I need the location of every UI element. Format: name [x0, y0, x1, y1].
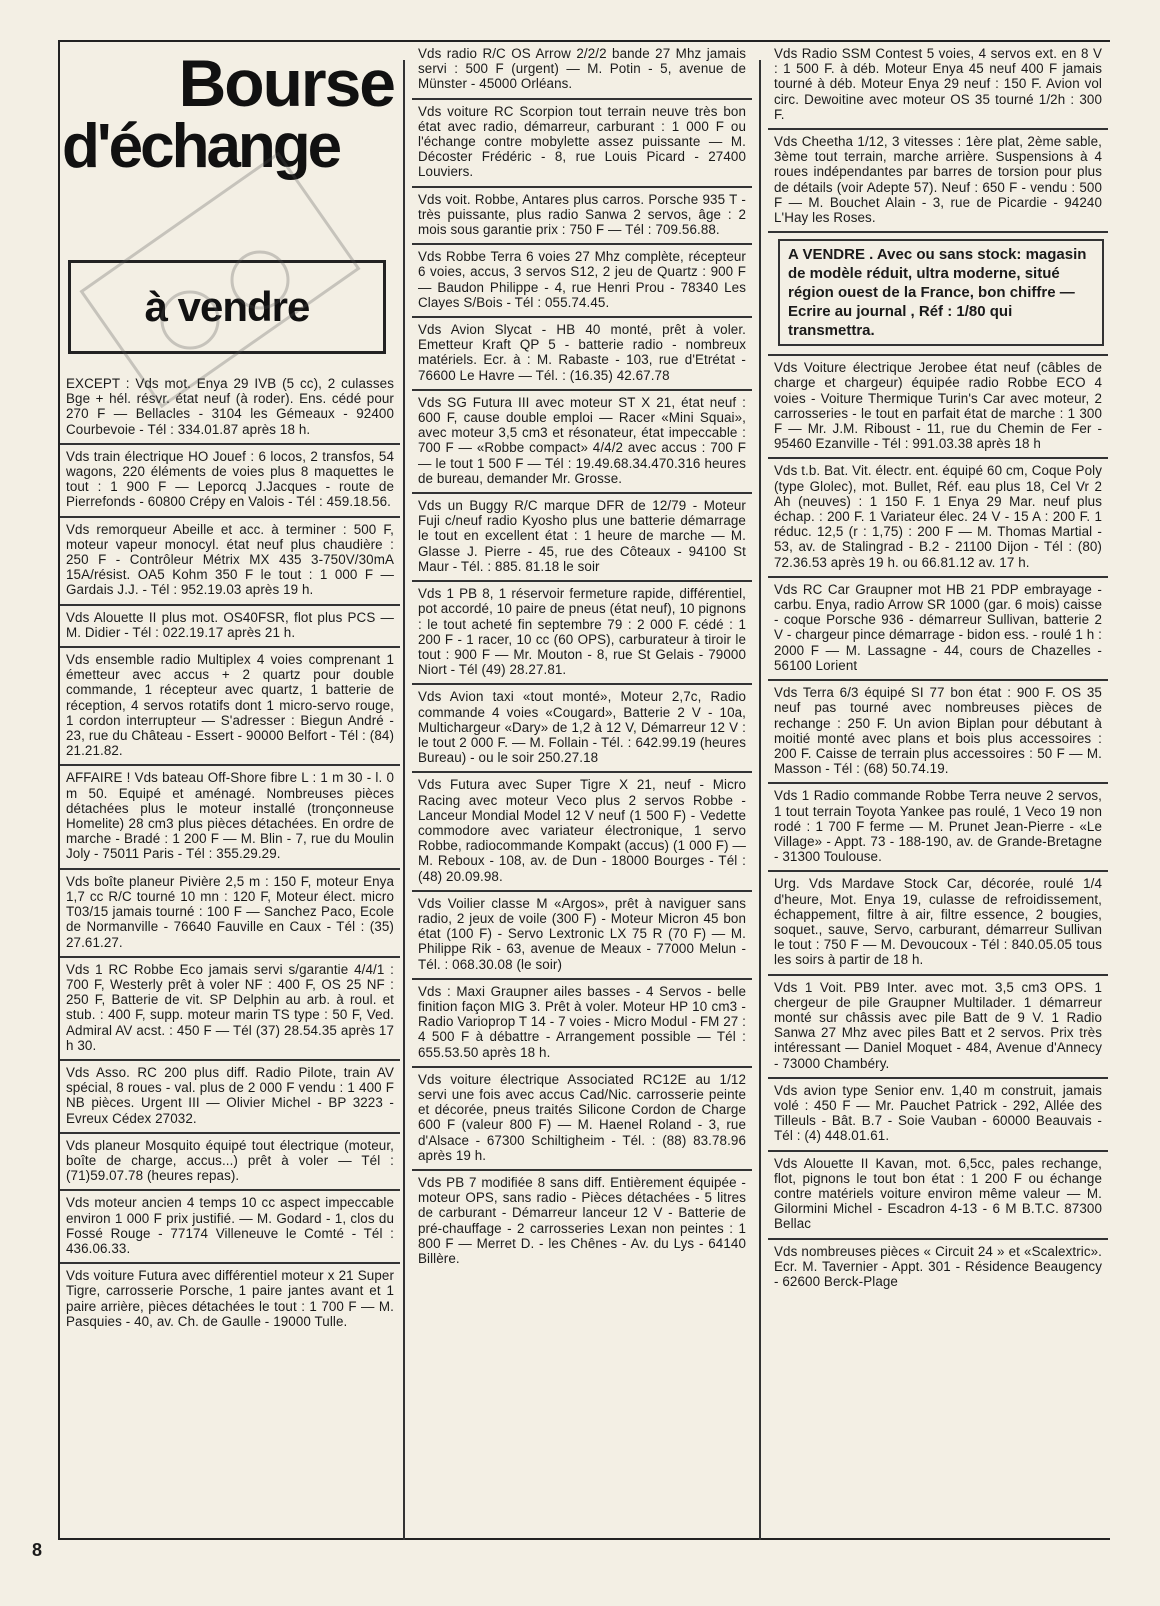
- ads-column-1: [60, 372, 400, 1335]
- masthead: [60, 42, 400, 372]
- classified-ad: Vds Alouette II Kavan, mot. 6,5cc, pales rechange, flot, pignons le tout bon état : 1 200 F ou échange contre matériels voiture environ même valeur — M. Gilormini Michel - Escadron 4-13 - 6 M B.T.C. 87300 Bellac: [768, 1152, 1108, 1240]
- page-title: Bourse: [178, 46, 394, 120]
- classified-ad: Vds 1 Voit. PB9 Inter. avec mot. 3,5 cm3 OPS. 1 chergeur de pile Graupner Multilader. 1 démarreur monté sur châssis avec pile Batt de 9 V. 1 Radio Sanwa 27 Mhz avec piles Batt et 2 servos. Prix très intéressant — Daniel Moquet - 484, Avenue d'Annecy - 73000 Chambéry.: [768, 976, 1108, 1079]
- classified-ad: Vds Futura avec Super Tigre X 21, neuf - Micro Racing avec moteur Veco plus 2 servos Robbe - Lanceur Mondial Model 12 V neuf (1 500 F) - Vedette commodore avec variateur électronique, 1 servo Robbe, radiocommande Kompakt (accus) (1 000 F) — M. Reboux - 108, av. de Dun - 18000 Bourges - Tél : (48) 20.09.98.: [412, 773, 752, 891]
- classified-ad: Vds moteur ancien 4 temps 10 cc aspect impeccable environ 1 000 F prix justifié. — M. Godard - 1, clos du Fossé Rouge - 77174 Villeneuve le Comté - Tél : 436.06.33.: [60, 1191, 400, 1264]
- classified-ad: Vds voit. Robbe, Antares plus carros. Porsche 935 T - très puissante, plus radio Sanwa 2 servos, âge : 2 mois sous garantie prix : 750 F — Tél : 709.56.88.: [412, 188, 752, 246]
- classified-ad: Urg. Vds Mardave Stock Car, décorée, roulé 1/4 d'heure, Mot. Enya 19, culasse de refroidissement, échappement, filtre à air, filtre essence, 2 bougies, soquet., sauve, Servo, carburant, démarreur Sullivan le tout : 750 F — M. Devoucoux - Tél : 840.05.05 tous les soirs à partir de 18 h.: [768, 872, 1108, 975]
- classified-ad: Vds Alouette II plus mot. OS40FSR, flot plus PCS — M. Didier - Tél : 022.19.17 après 21 h.: [60, 606, 400, 648]
- classified-ad: Vds voiture RC Scorpion tout terrain neuve très bon état avec radio, démarreur, carburant : 1 000 F ou l'échange contre mobylette assez puissante — M. Décoster Frédéric - 8, rue Louis Picard - 27400 Louviers.: [412, 100, 752, 188]
- column-divider: [403, 60, 405, 1540]
- column-1: [60, 42, 400, 1335]
- classified-ad: Vds RC Car Graupner mot HB 21 PDP embrayage - carbu. Enya, radio Arrow SR 1000 (gar. 6 mois) caisse - coque Porsche 936 - démarreur Sullivan, batterie 2 V - chargeur pince démarrage - bidon ess. - roulé 1 h : 2000 F — M. Lassagne - 44, cours de Chazelles - 56100 Lorient: [768, 578, 1108, 681]
- column-2: [412, 42, 752, 1272]
- classified-ad: Vds radio R/C OS Arrow 2/2/2 bande 27 Mhz jamais servi : 500 F (urgent) — M. Potin - 5, avenue de Münster - 45000 Orléans.: [412, 42, 752, 100]
- classified-ad: Vds boîte planeur Pivière 2,5 m : 150 F, moteur Enya 1,7 cc R/C tourné 10 mn : 120 F, Moteur élect. micro T03/15 jamais tourné : 100 F — Sanchez Paco, Ecole de Normanville - 76640 Fauville en Caux - Tél : (35) 27.61.27.: [60, 870, 400, 958]
- classified-ad: Vds SG Futura III avec moteur ST X 21, état neuf : 600 F, cause double emploi — Racer «Mini Squai», avec moteur 3,5 cm3 et résonateur, état impeccable : 700 F — «Robbe compact» 4/4/2 avec accus : 700 F — le tout 1 500 F — Tél : 19.49.68.34.470.316 heures de bureau, demander Mr. Grosse.: [412, 391, 752, 494]
- classified-ad: Vds Robbe Terra 6 voies 27 Mhz complète, récepteur 6 voies, accus, 3 servos S12, 2 jeu de Quartz : 900 F — Baudon Philippe - 4, rue Henri Prou - 78340 Les Clayes S/Bois - Tél : 055.74.45.: [412, 245, 752, 318]
- classified-ad: Vds PB 7 modifiée 8 sans diff. Entièrement équipée - moteur OPS, sans radio - Pièces détachées - 5 litres de carburant - Démarreur lanceur 12 V - Batterie de pré-chauffage - 2 carrosseries Lexan non peintes : 1 800 F — Merret D. - les Chênes - Av. du Lys - 64140 Billère.: [418, 1175, 746, 1267]
- page-number: 8: [32, 1540, 43, 1560]
- column-3: [768, 42, 1108, 1295]
- classified-ad: Vds 1 PB 8, 1 réservoir fermeture rapide, différentiel, pot accordé, 10 paire de pneus (état neuf), 10 pignons : le tout acheté fin septembre 79 : 2 000 F. cédé : 1 200 F - 1 racer, 10 cc (60 OPS), carburateur à tiroir le tout : 900 F — Mr. Mouton - 8, rue St Gelais - 79000 Niort - Tél (49) 28.27.81.: [412, 582, 752, 685]
- classified-ad: Vds remorqueur Abeille et acc. à terminer : 500 F, moteur vapeur monocyl. état neuf plus chaudière : 250 F - Contrôleur Métrix MX 435 3-750V/30mA 15A/résist. OA5 Kohm 350 F le tout : 1 000 F — Gardais J.J. - Tél : 952.19.03 après 19 h.: [60, 518, 400, 606]
- classified-ad: Vds Voiture électrique Jerobee état neuf (câbles de charge et chargeur) équipée radio Robbe ECO 4 voies - Voiture Thermique Turin's Car avec moteur, 2 carrosseries - le tout en parfait état de marche : 1 300 F — Mr. J.M. Riboust - 11, rue du Chemin de Fer - 95460 Ezanville - Tél : 991.03.38 après 18 h: [768, 356, 1108, 459]
- classified-ad: Vds voiture électrique Associated RC12E au 1/12 servi une fois avec accus Cad/Nic. carrosserie peinte et décorée, pneus traités Silicone Cordon de Charge 600 F (valeur 800 F) — M. Haenel Roland - 3, rue d'Alsace - 67300 Schiltigheim - Tél. : (88) 83.78.96 après 19 h.: [412, 1068, 752, 1171]
- classified-ad: Vds Avion Slycat - HB 40 monté, prêt à voler. Emetteur Kraft QP 5 - batterie radio - nombreux matériels. Ecr. à : M. Rabaste - 103, rue d'Etrétat - 76600 Le Havre — Tél. : (16.35) 42.67.78: [412, 318, 752, 391]
- classified-ad: Vds nombreuses pièces « Circuit 24 » et «Scalextric». Ecr. M. Tavernier - Appt. 301 - Résidence Beaugency - 62600 Berck-Plage: [774, 1243, 1102, 1289]
- section-heading-text: à vendre: [144, 283, 310, 330]
- classified-ad: Vds 1 RC Robbe Eco jamais servi s/garantie 4/4/1 : 700 F, Westerly prêt à voler NF : 400 F, OS 25 NF : 250 F, Batterie de vit. SP Delphin au arb. à roul. et stub. : 400 F, supp. moteur marin TS type : 50 F, Ved. Admiral AV acst. : 450 F — Tél (37) 28.54.35 après 17 h 30.: [60, 958, 400, 1061]
- page-title-line2: d'échange: [62, 112, 340, 181]
- classified-ad: Vds 1 Radio commande Robbe Terra neuve 2 servos, 1 tout terrain Toyota Yankee pas roulé, 1 Veco 19 non rodé : 1 700 F ferme — M. Prunet Jean-Pierre - «Le Village» - Appt. 73 - 188-190, av. de Grande-Bretagne - 31300 Toulouse.: [768, 784, 1108, 872]
- classified-ad: Vds t.b. Bat. Vit. électr. ent. équipé 60 cm, Coque Poly (type Glolec), mot. Bullet, Réf. eau plus 18, Cel Vr 2 Ah (neuves) : 1 150 F. 1 Enya 29 Mar. neuf plus échap. : 200 F. 1 Variateur élec. 24 V - 15 A : 200 F. 1 réduc. 12,5 (r : 1,75) : 200 F — M. Thomas Martial - 53, av. de Stalingrad - B.2 - 21100 Dijon - Tél : (80) 72.36.53 après 19 h. ou 66.81.12 av. 17 h.: [768, 459, 1108, 577]
- classified-ad: AFFAIRE ! Vds bateau Off-Shore fibre L : 1 m 30 - l. 0 m 50. Equipé et aménagé. Nombreuses pièces détachées plus le moteur installé (tronçonneuse Homelite) 28 cm3 plus pièces détachées. En ordre de marche - Bradé : 1 200 F — M. Blin - 7, rue du Moulin Joly - 75011 Paris - Tél : 355.29.29.: [60, 766, 400, 869]
- classified-ad: Vds voiture Futura avec différentiel moteur x 21 Super Tigre, carrosserie Porsche, 1 paire jantes avant et 1 paire arrière, pièces détachées le tout : 1 700 F — M. Pasquies - 40, av. Ch. de Gaulle - 19000 Tulle.: [66, 1268, 394, 1329]
- classified-ad: Vds ensemble radio Multiplex 4 voies comprenant 1 émetteur avec accus + 2 quartz pour double commande, 1 récepteur avec quartz, 1 batterie de réception, 4 servos rotatifs dont 1 micro-servo rouge, 1 cordon interrupteur — S'adresser : Biegun André - 23, rue du Château - Essert - 90000 Belfort - Tél : (84) 21.21.82.: [60, 648, 400, 766]
- classified-ad: Vds Voilier classe M «Argos», prêt à naviguer sans radio, 2 jeux de voile (300 F) - Moteur Micron 45 bon état (100 F) - Servo Lextronic LX 75 R (70 F) — M. Philippe Rik - 63, avenue de Meaux - 77000 Melun - Tél. : 068.30.08 (le soir): [412, 892, 752, 980]
- classified-ad: Vds Asso. RC 200 plus diff. Radio Pilote, train AV spécial, 8 roues - val. plus de 2 000 F vendu : 1 400 F NB pièces. Urgent III — Olivier Michel - BP 3223 - Evreux Cédex 27032.: [60, 1061, 400, 1134]
- classified-ad: Vds train électrique HO Jouef : 6 locos, 2 transfos, 54 wagons, 220 éléments de voies plus 8 maquettes le tout : 1 900 F — Leporcq J.Jacques - route de Pierrefonds - 60800 Crépy en Valois - Tél : 459.18.56.: [60, 445, 400, 518]
- classified-ad: Vds Avion taxi «tout monté», Moteur 2,7c, Radio commande 4 voies «Cougard», Batterie 2 V - 10a, Multichargeur «Dary» de 1,2 à 12 V, Démarreur 12 V : le tout 2 000 F. — M. Follain - Tél. : 642.99.19 (heures Bureau) - ou le soir 250.27.18: [412, 685, 752, 773]
- classified-ad: Vds un Buggy R/C marque DFR de 12/79 - Moteur Fuji c/neuf radio Kyosho plus une batterie démarrage le tout en excellent état : 1 heure de marche — M. Glasse J. Pierre - 45, rue des Côteaux - 94100 St Maur - Tél. : 885. 81.18 le soir: [412, 494, 752, 582]
- classified-ad: Vds planeur Mosquito équipé tout électrique (moteur, boîte de charge, accus...) prêt à voler — Tél : (71)59.07.78 (heures repas).: [60, 1134, 400, 1192]
- classified-ad: Vds Radio SSM Contest 5 voies, 4 servos ext. en 8 V : 1 500 F. à déb. Moteur Enya 45 neuf 400 F jamais tourné à déb. Moteur Enya 29 neuf : 150 F. Avion vol circ. Dewoitine avec moteur OS 35 tourné 1/2h : 300 F.: [768, 42, 1108, 130]
- boxed-announcement: A VENDRE . Avec ou sans stock: magasin de modèle réduit, ultra moderne, situé région ouest de la France, bon chiffre — Ecrire au journal , Réf : 1/80 qui transmettra.: [778, 239, 1104, 346]
- classified-ad: EXCEPT : Vds mot. Enya 29 IVB (5 cc), 2 culasses Bge + hél. résvr. état neuf (à roder). Ens. cédé pour 270 F — Bellacles - 3104 les Gémeaux - 92400 Courbevoie - Tél : 334.01.87 après 18 h.: [60, 372, 400, 445]
- classified-ad: Vds Terra 6/3 équipé SI 77 bon état : 900 F. OS 35 neuf pas tourné avec nombreuses pièces de rechange : 250 F. Un avion Biplan pour débutant à moitié monté avec plans et bois plus accessoires : 200 F. Caisse de terrain plus accessoires : 50 F — M. Masson - Tél : (68) 50.74.19.: [768, 681, 1108, 784]
- classified-ad: Vds Cheetha 1/12, 3 vitesses : 1ère plat, 2ème sable, 3ème tout terrain, marche arrière. Suspensions à 4 roues indépendantes par barres de torsion pour plus de détails (voir Adepte 57). Neuf : 650 F - vendu : 500 F — M. Bouchet Alain - 3, rue de Picardie - 94240 L'Hay les Roses.: [768, 130, 1108, 233]
- column-divider: [759, 60, 761, 1540]
- section-heading: [68, 260, 386, 354]
- classified-ad: Vds : Maxi Graupner ailes basses - 4 Servos - belle finition façon MIG 3. Prêt à voler. Moteur HP 10 cm3 - Radio Varioprop T 14 - 7 voies - Micro Modul - FM 27 : 4 500 F à débattre - Arrangement possible — Tél : 655.53.50 après 18 h.: [412, 980, 752, 1068]
- classified-ad: Vds avion type Senior env. 1,40 m construit, jamais volé : 450 F — Mr. Pauchet Patrick - 292, Allée des Tilleuls - Bât. B.7 - Soie Vauban - 60000 Beauvais - Tél : (4) 448.01.61.: [768, 1079, 1108, 1152]
